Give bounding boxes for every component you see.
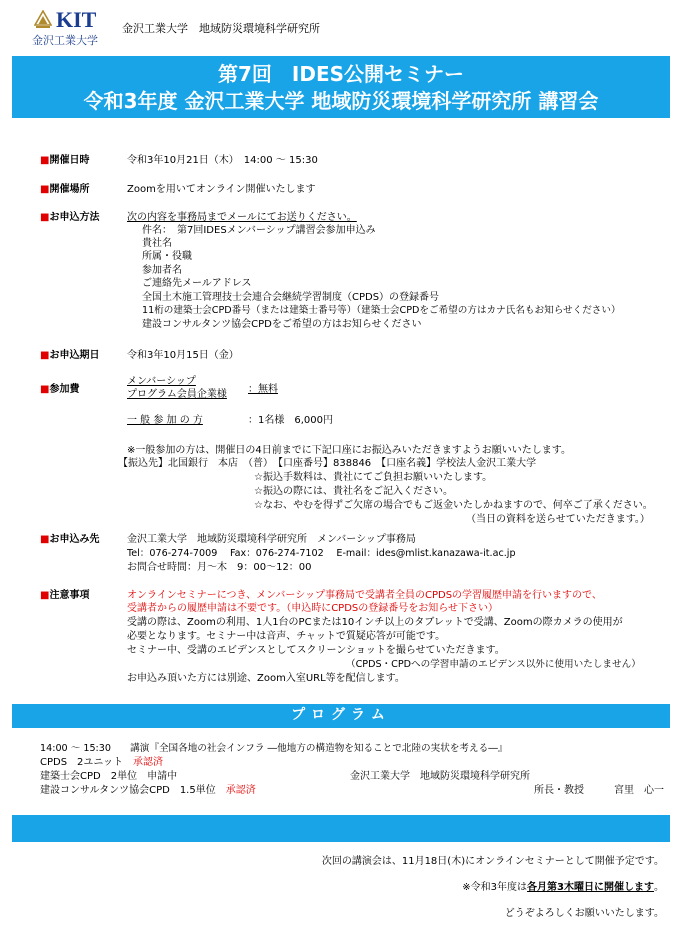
speaker-org: 金沢工業大学 地域防災環境科学研究所	[350, 771, 530, 782]
apply-item: 全国土木施工管理技士会連合会継続学習制度（CPDS）の登録番号	[142, 292, 440, 303]
bullet-icon: ■	[40, 155, 50, 166]
notes-red-line: オンラインセミナーにつき、メンバーシップ事務局で受講者全員のCPDSの学習履歴申請を行いますので、	[127, 590, 602, 601]
program-title: プログラム	[291, 707, 391, 723]
apply-item: 11桁の建築士会CPD番号（または建築士番号等）（建築士会CPDをご希望の方はカナ氏名もお知らせください）	[142, 305, 621, 316]
bullet-icon: ■	[40, 384, 50, 395]
deadline-label: ■お申込期日	[40, 350, 100, 361]
notes-line: 受講の際は、Zoomの利用、1人1台のPCまたは10インチ以上のタブレットで受講、Zoomの際カメラの使用が	[127, 617, 623, 628]
title-banner	[12, 56, 670, 118]
notes-line: お申込み頂いた方には別途、Zoom入室URL等を配信します。	[127, 673, 405, 684]
apply-item: 建設コンサルタンツ協会CPDをご希望の方はお知らせください	[142, 319, 422, 330]
program-kenchiku: 建築士会CPD 2単位 申請中	[40, 771, 178, 782]
apply-method-intro: 次の内容を事務局までメールにてお送りください。	[127, 212, 357, 223]
kit-logo	[28, 6, 110, 56]
footer-schedule: ※令和3年度は各月第3木曜日に開催します。	[462, 882, 664, 893]
notes-label: ■注意事項	[40, 590, 90, 601]
header-institute: 金沢工業大学 地域防災環境科学研究所	[122, 22, 320, 35]
program-lecture: 14:00 ～ 15:30 講演『全国各地の社会インフラ ―他地方の構造物を知ることで北陸の実状を考える―』	[40, 743, 508, 754]
deadline-value: 令和3年10月15日（金）	[127, 350, 239, 361]
notes-red-line: 受講者からの履歴申請は不要です。（申込時にCPDSの登録番号をお知らせ下さい）	[127, 603, 498, 614]
speaker-name: 所長・教授 宮里 心一	[534, 785, 664, 796]
bullet-icon: ■	[40, 590, 50, 601]
bullet-icon: ■	[40, 534, 50, 545]
date-label: ■開催日時	[40, 155, 90, 166]
apply-item: ご連絡先メールアドレス	[142, 278, 252, 289]
fee-member-line1: メンバーシップ	[127, 376, 196, 387]
apply-item: 件名： 第7回IDESメンバーシップ講習会参加申込み	[142, 225, 376, 236]
apply-item: 貴社名	[142, 238, 172, 249]
venue-value: Zoomを用いてオンライン開催いたします	[127, 184, 316, 195]
contact-label: ■お申込み先	[40, 534, 100, 545]
program-consul: 建設コンサルタンツ協会CPD 1.5単位 承認済	[40, 785, 256, 796]
kit-emblem-icon	[34, 10, 52, 30]
banner-title-line1: 第7回 IDES公開セミナー	[217, 62, 465, 86]
fee-note: ☆振込の際には、貴社名をご記入ください。	[254, 486, 453, 497]
bullet-icon: ■	[40, 184, 50, 195]
program-cpds: CPDS 2ユニット 承認済	[40, 757, 164, 768]
program-banner	[12, 704, 670, 728]
fee-bank-info: 【振込先】北国銀行 本店 （普） 【口座番号】838846 【口座名義】学校法人金沢工業大学	[118, 458, 537, 469]
fee-note: （当日の資料を送らせていただきます。）	[466, 514, 650, 525]
bullet-icon: ■	[40, 212, 50, 223]
fee-member-value: ：無料	[248, 384, 278, 395]
fee-label: ■参加費	[40, 384, 80, 395]
consul-status: 承認済	[225, 785, 256, 796]
apply-item: 参加者名	[142, 265, 182, 276]
notes-line: セミナー中、受講のエビデンスとしてスクリーンショットを撮らせていただきます。	[127, 645, 505, 656]
date-value: 令和3年10月21日（木） 14:00 ～ 15:30	[127, 155, 318, 166]
footer-schedule-emphasis: 各月第3木曜日に開催します	[527, 882, 654, 893]
apply-method-label: ■お申込方法	[40, 212, 100, 223]
bottom-banner	[12, 815, 670, 842]
fee-note: ☆振込手数料は、貴社にてご負担お願いいたします。	[254, 472, 493, 483]
footer-next-lecture: 次回の講演会は、11月18日(木)にオンラインセミナーとして開催予定です。	[321, 856, 664, 867]
cpds-status: 承認済	[133, 757, 164, 768]
notes-line: （CPDS・CPDへの学習申請のエビデンス以外に使用いたしません）	[346, 659, 641, 670]
logo-text: KIT	[56, 7, 97, 32]
fee-note: ☆なお、やむを得ずご欠席の場合でもご返金いたしかねますので、何卒ご了承ください。	[254, 500, 653, 511]
bullet-icon: ■	[40, 350, 50, 361]
apply-item: 所属・役職	[142, 251, 192, 262]
notes-line: 必要となります。セミナー中は音声、チャットで質疑応答が可能です。	[127, 631, 446, 642]
fee-member-line2: プログラム会員企業様	[127, 389, 227, 400]
fee-general-value: ：1名様 6,000円	[248, 415, 333, 426]
contact-phone-email: Tel：076-274-7009 Fax：076-274-7102 E-mail：ides@mlist.kanazawa-it.ac.jp	[127, 548, 516, 559]
footer-closing: どうぞよろしくお願いいたします。	[504, 908, 664, 919]
fee-note: ※一般参加の方は、開催日の4日前までに下記口座にお振込みいただきますようお願いいたします。	[127, 445, 571, 456]
contact-hours: お問合せ時間：月～木 9：00～12：00	[127, 562, 312, 573]
logo-subtext: 金沢工業大学	[32, 34, 98, 47]
fee-general-label: 一 般 参 加 の 方	[127, 415, 203, 426]
venue-label: ■開催場所	[40, 184, 90, 195]
banner-title-line2: 令和3年度 金沢工業大学 地域防災環境科学研究所 講習会	[83, 89, 599, 113]
contact-org: 金沢工業大学 地域防災環境科学研究所 メンバーシップ事務局	[127, 534, 416, 545]
